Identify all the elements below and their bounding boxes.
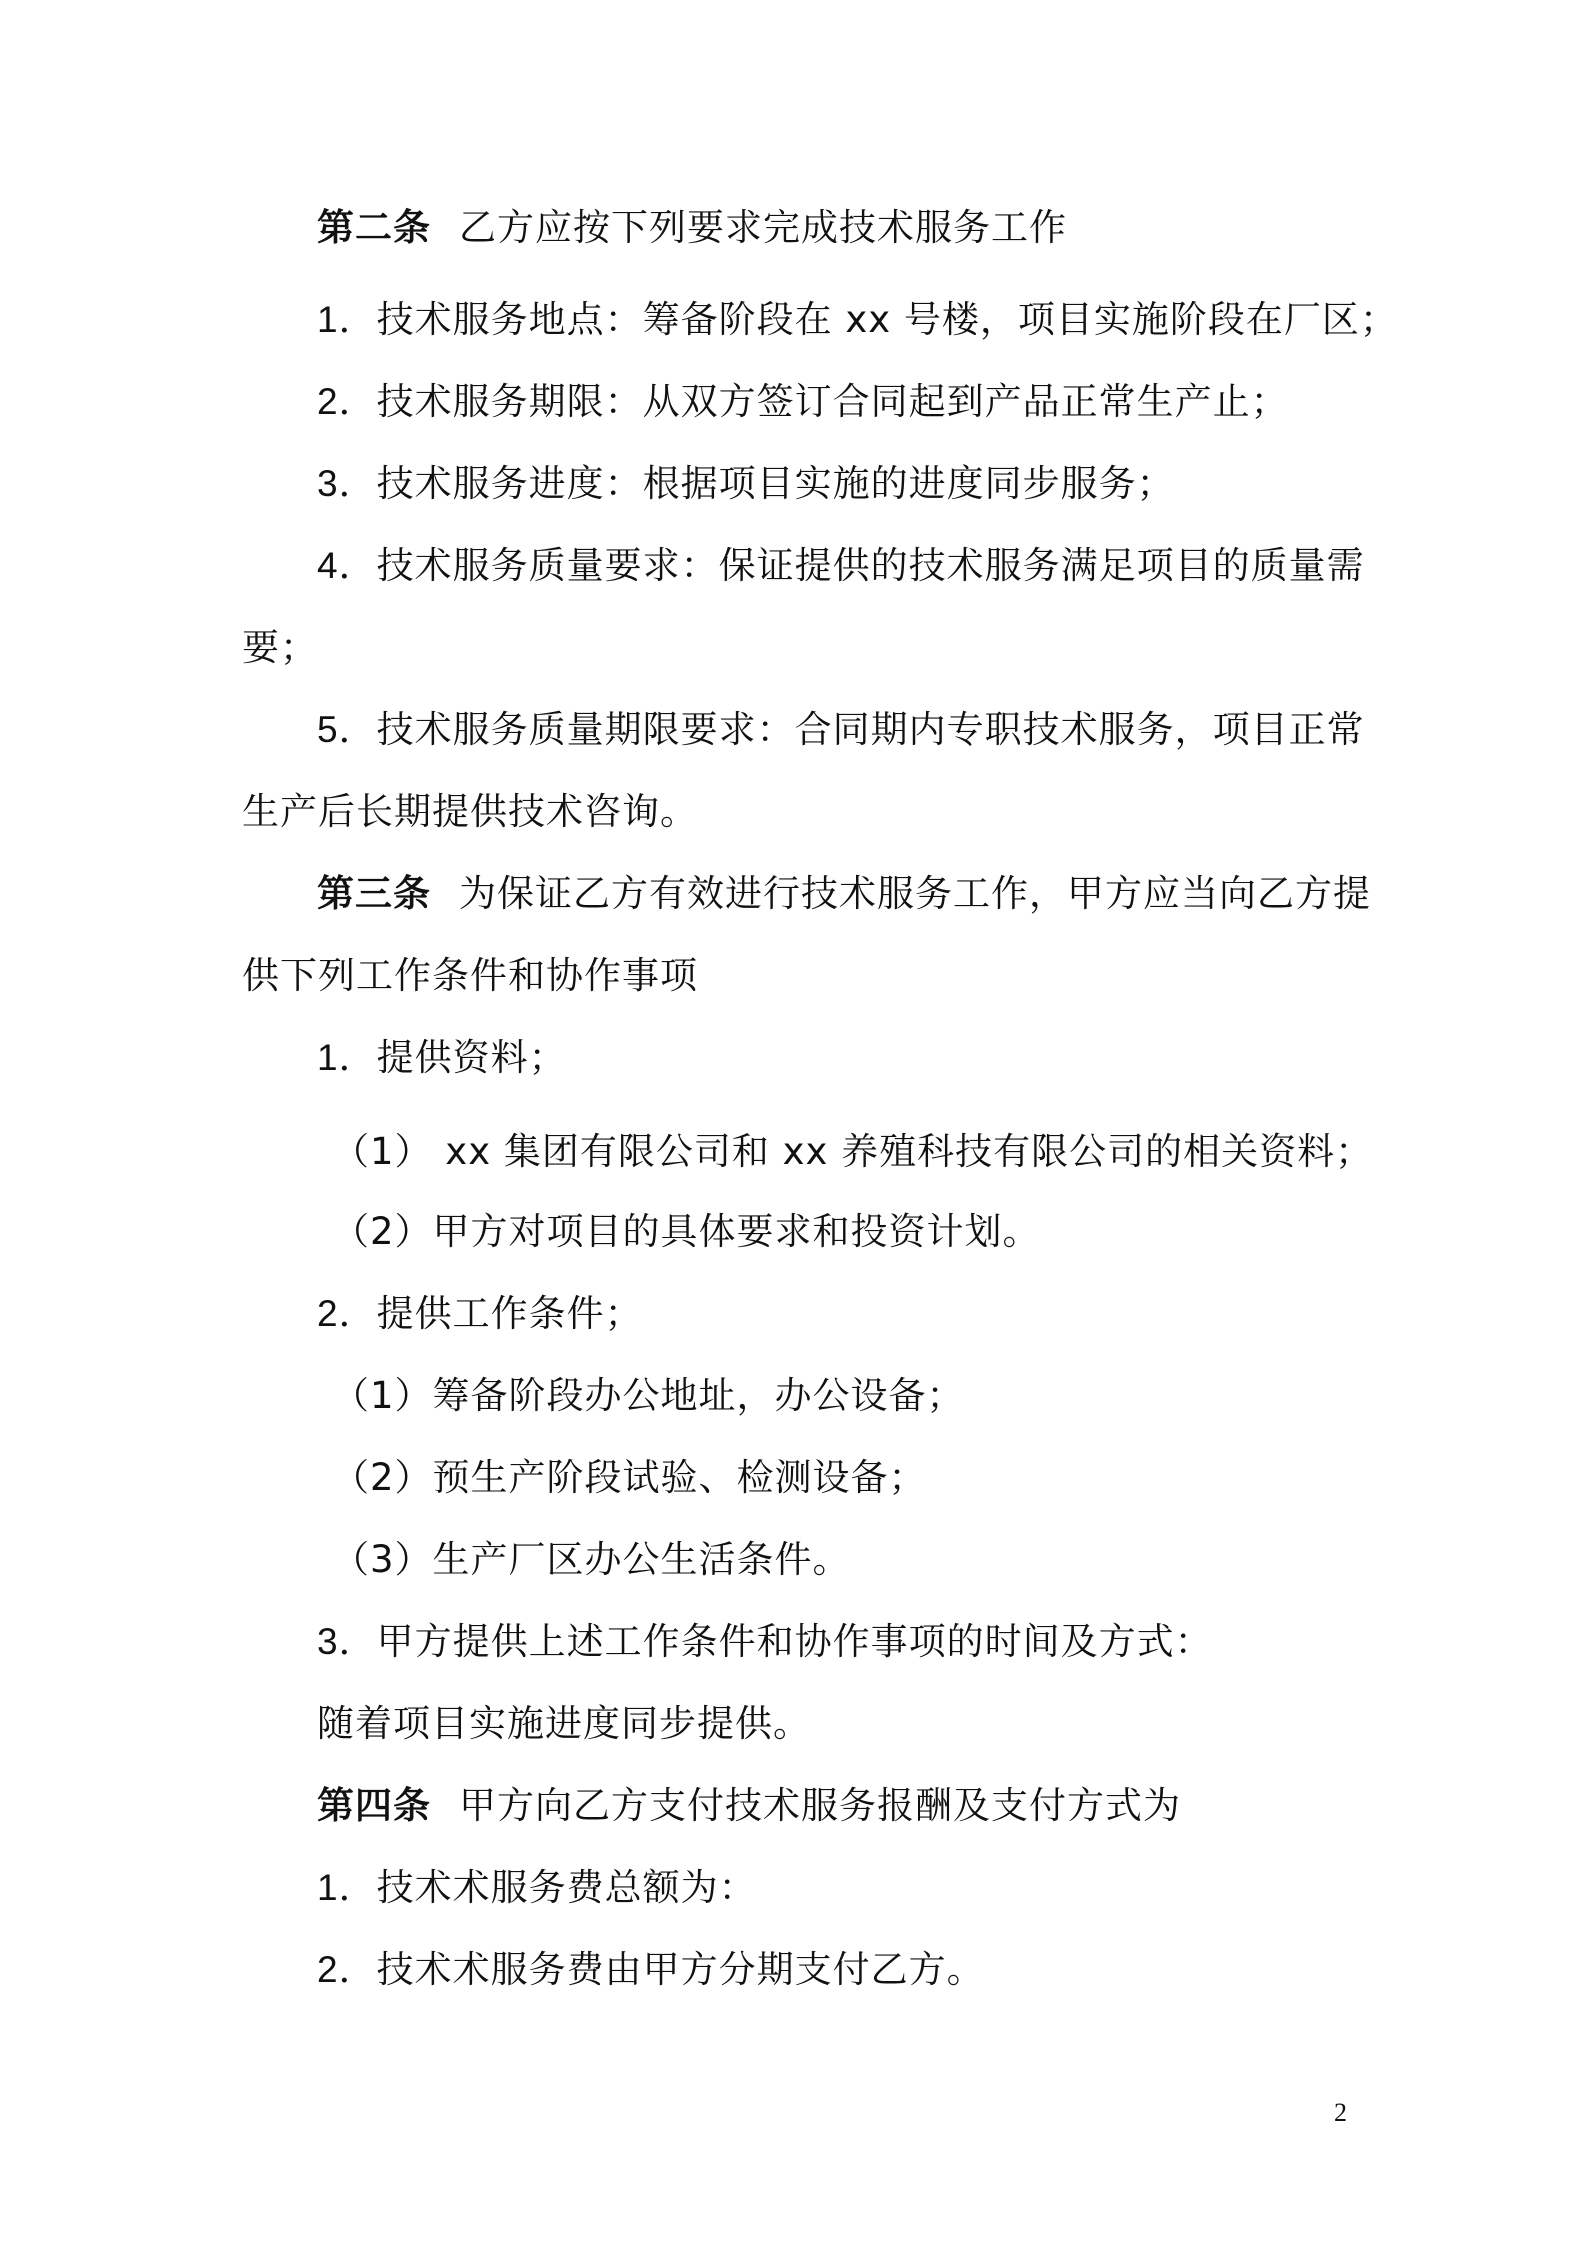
article-2-item-5	[317, 706, 1365, 754]
article-4-title: 甲方向乙方支付技术服务报酬及支付方式为	[459, 1784, 1181, 1827]
item-text: 技术服务质量期限要求：合同期内专职技术服务，项目正常	[376, 708, 1365, 751]
item-text: 甲方提供上述工作条件和协作事项的时间及方式：	[376, 1620, 1213, 1663]
item-number: 3．	[317, 1621, 377, 1662]
item-number: 2．	[317, 381, 377, 422]
article-4-heading-line	[317, 1782, 1181, 1830]
article-3-item-2	[317, 1290, 643, 1338]
article-3-item-1-sub-1: （1） xx 集团有限公司和 xx 养殖科技有限公司的相关资料；	[332, 1130, 1374, 1173]
article-3-heading-line	[317, 870, 1371, 918]
item-text: 技术服务期限：从双方签订合同起到产品正常生产止；	[376, 380, 1289, 423]
article-3-item-2-sub-2: （2）预生产阶段试验、检测设备；	[332, 1456, 927, 1499]
article-2-item-5-cont: 生产后长期提供技术咨询。	[242, 790, 698, 833]
item-text: 技术服务进度：根据项目实施的进度同步服务；	[376, 462, 1175, 505]
article-3-label: 第三条	[317, 872, 431, 915]
article-4-item-2	[317, 1946, 985, 1994]
article-2-title: 乙方应按下列要求完成技术服务工作	[459, 206, 1067, 249]
item-text: 技术术服务费由甲方分期支付乙方。	[376, 1948, 985, 1991]
article-2-item-1	[317, 296, 1398, 344]
item-number: 1．	[317, 1037, 377, 1078]
item-number: 4．	[317, 545, 377, 586]
article-2-item-3	[317, 460, 1175, 508]
item-number: 3．	[317, 463, 377, 504]
item-text: 提供资料；	[376, 1036, 567, 1079]
article-2-label: 第二条	[317, 206, 431, 249]
article-2-item-4-cont: 要；	[242, 626, 318, 669]
item-text: 技术服务质量要求：保证提供的技术服务满足项目的质量需	[376, 544, 1365, 587]
article-3-item-3-cont: 随着项目实施进度同步提供。	[317, 1702, 811, 1745]
item-text: 技术术服务费总额为：	[376, 1866, 757, 1909]
article-3-item-2-sub-1: （1）筹备阶段办公地址，办公设备；	[332, 1374, 965, 1417]
article-2-item-2	[317, 378, 1289, 426]
article-3-item-1-sub-2: （2）甲方对项目的具体要求和投资计划。	[332, 1210, 1041, 1253]
item-number: 5．	[317, 709, 377, 750]
article-3-item-2-sub-3: （3）生产厂区办公生活条件。	[332, 1538, 851, 1581]
page-number: 2	[1334, 2098, 1347, 2127]
article-4-item-1	[317, 1864, 757, 1912]
article-2-heading-line	[317, 204, 1067, 252]
article-3-title: 为保证乙方有效进行技术服务工作，甲方应当向乙方提	[459, 872, 1371, 915]
article-3-item-3	[317, 1618, 1213, 1666]
article-2-item-4	[317, 542, 1365, 590]
article-3-title-cont: 供下列工作条件和协作事项	[242, 954, 698, 997]
item-text: 提供工作条件；	[376, 1292, 643, 1335]
item-text: 技术服务地点：筹备阶段在 xx 号楼，项目实施阶段在厂区；	[376, 298, 1398, 341]
item-number: 2．	[317, 1293, 377, 1334]
item-number: 1．	[317, 299, 377, 340]
article-4-label: 第四条	[317, 1784, 431, 1827]
item-number: 1．	[317, 1867, 377, 1908]
item-number: 2．	[317, 1949, 377, 1990]
article-3-item-1	[317, 1034, 567, 1082]
